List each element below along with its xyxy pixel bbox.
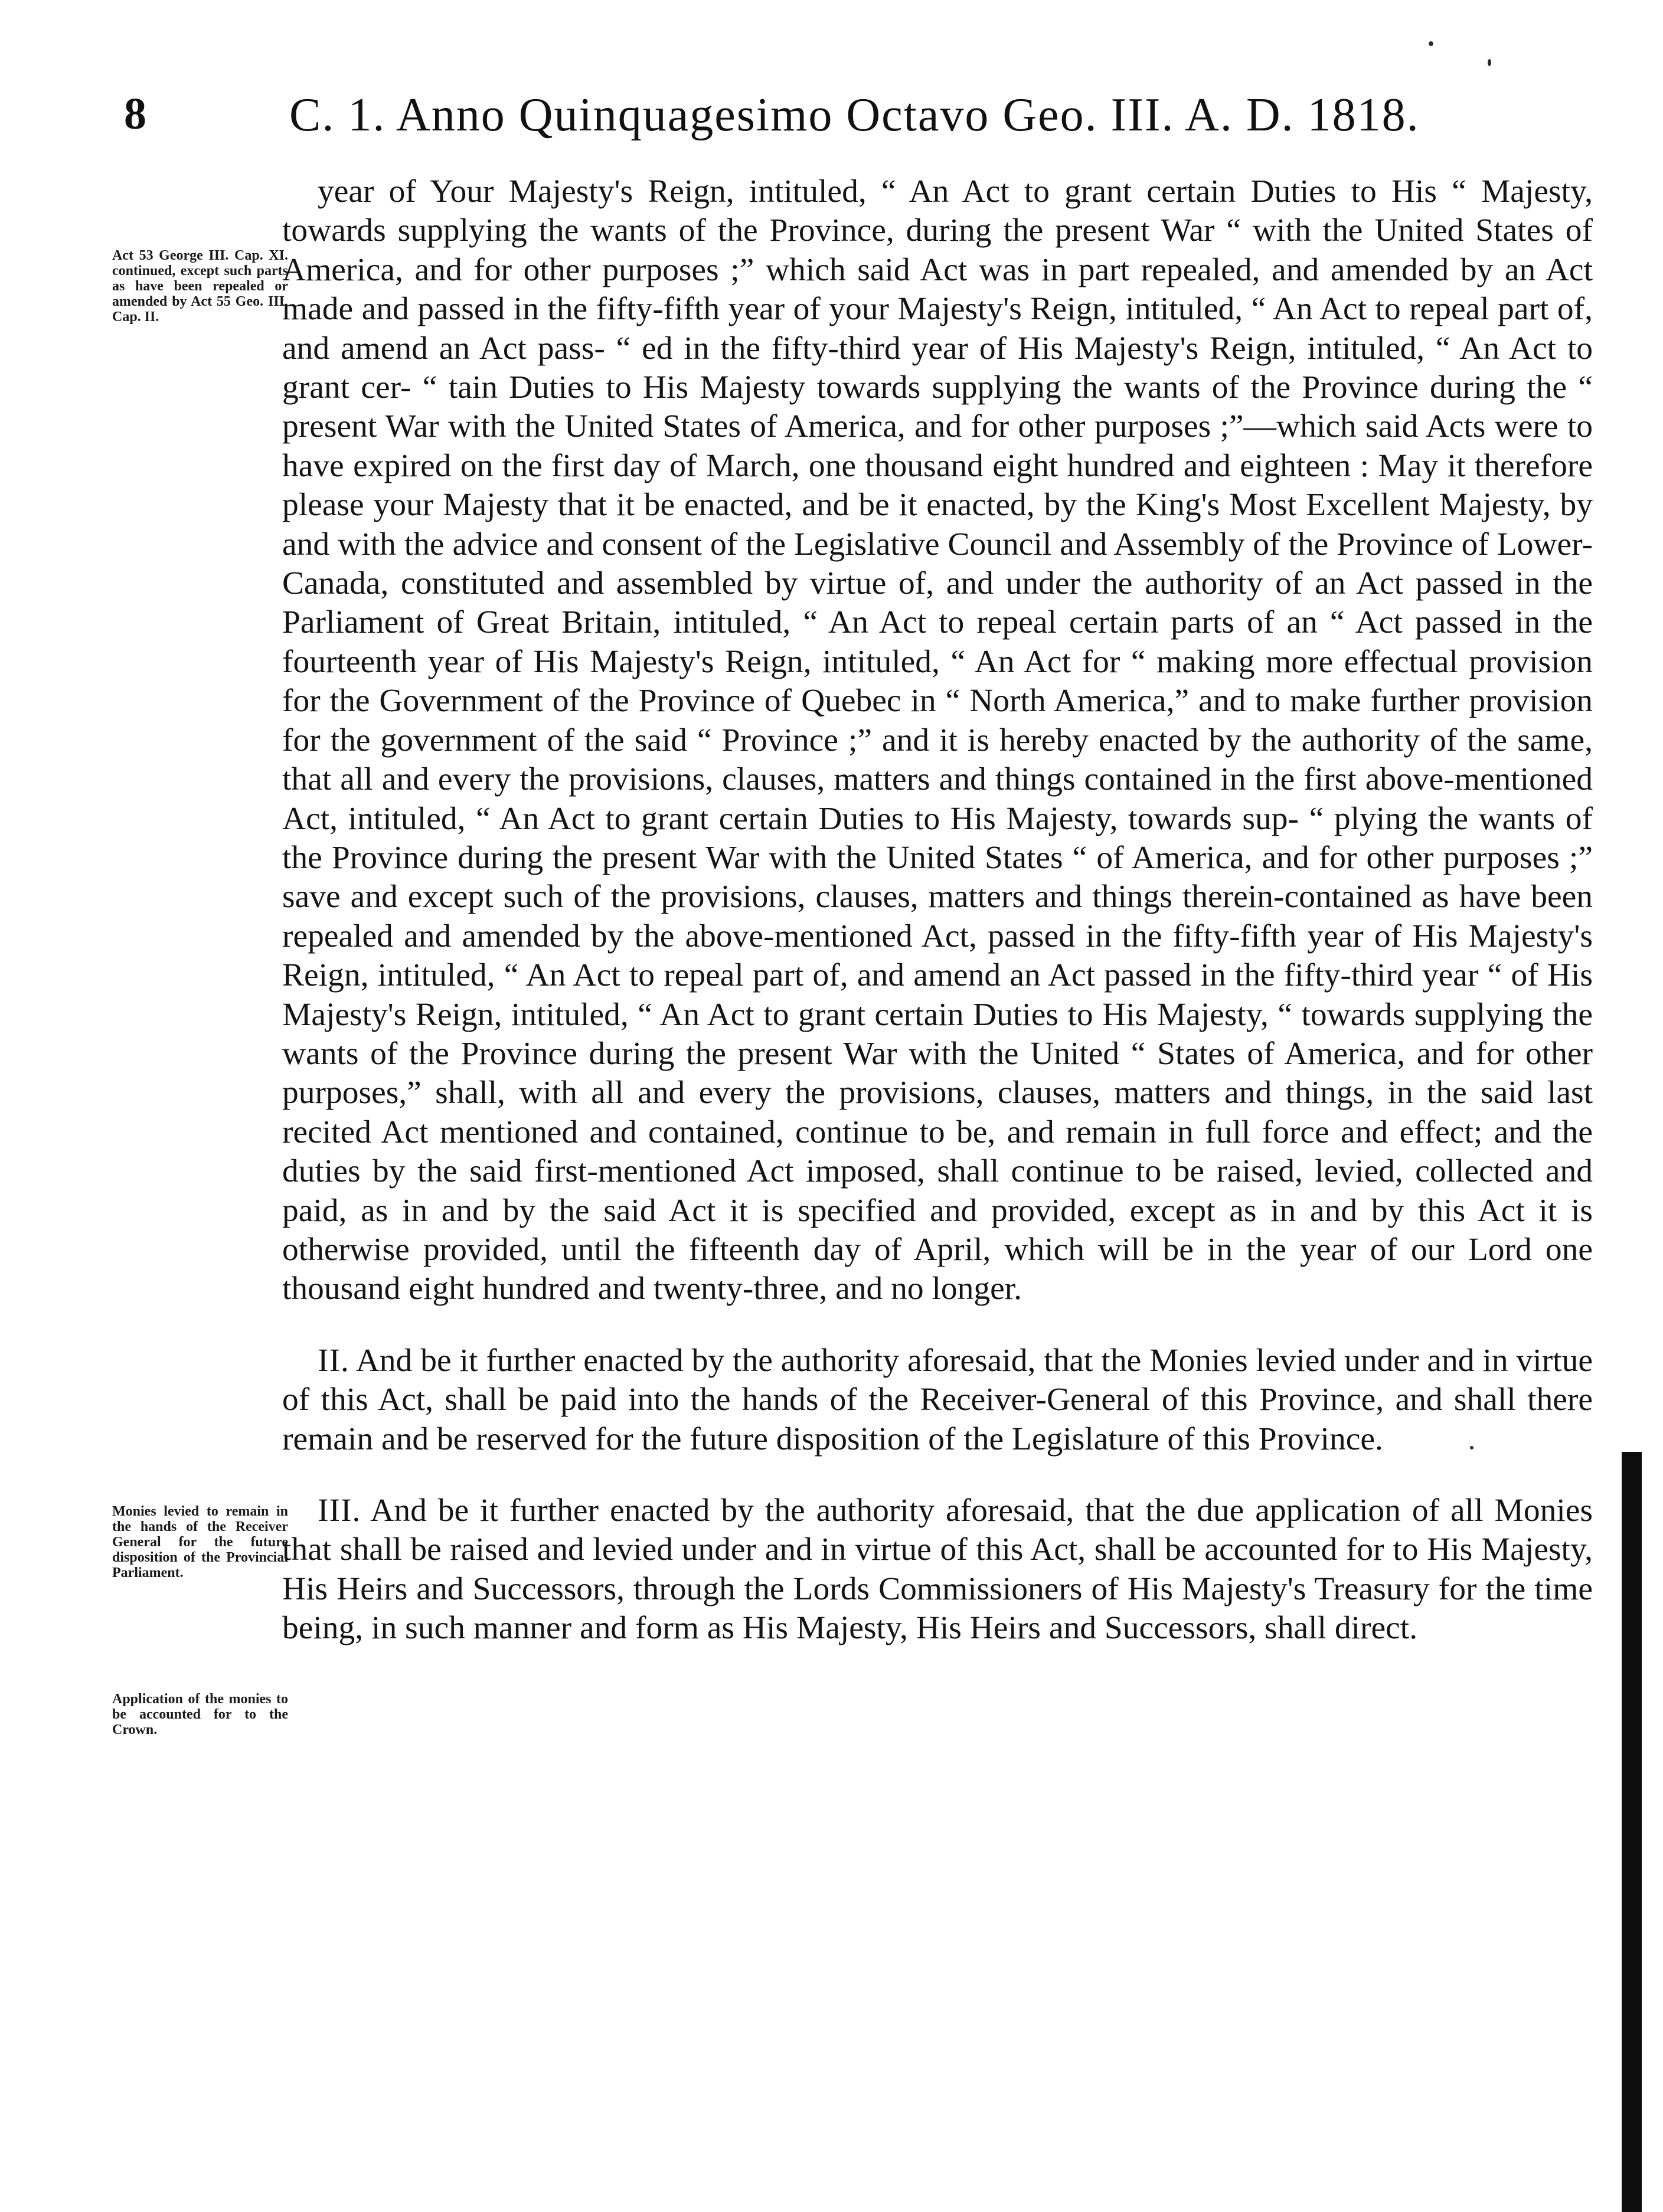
scan-edge-shadow — [1622, 1452, 1642, 2212]
paragraph-section-3 — [282, 1491, 1593, 1648]
ink-speck — [1470, 1446, 1473, 1449]
margin-note-continuation: Act 53 George III. Cap. XI. continued, except such parts as have been repealed or amended by Act 55 Geo. III, Cap. II. — [112, 248, 288, 325]
running-head: C. 1. Anno Quinquagesimo Octavo Geo. III. A. D. 1818. — [289, 89, 1420, 141]
margin-note-monies-levied: Monies levied to remain in the hands of the Receiver General for the future disposition of the Provincial Parliament. — [112, 1504, 288, 1581]
section-3-text: And be it further enacted by the authority aforesaid, that the due application of all Monies that shall be raised and levied under and in virtue of this Act, shall be accounted for to His Majesty, His Heirs and Successors, through the Lords Commissioners of His Majesty's Treasury for the time being, in such manner and form as His Majesty, His Heirs and Successors, shall direct. — [282, 1493, 1593, 1647]
paragraph-section-1: year of Your Majesty's Reign, intituled, “ An Act to grant certain Duties to His “ Majesty, towards supplying the wants of the Province, during the present War “ with the United States of America, and for other purposes ;” which said Act was in part repealed, and amended by an Act made and passed in the fifty-fifth year of your Majesty's Reign, intituled, “ An Act to repeal part of, and amend an Act pass- “ ed in the fifty-third year of His Majesty's Reign, intituled, “ An Act to grant cer- “ tain Duties to His Majesty towards supplying the wants of the Province during the “ present War with the United States of America, and for other purposes ;”—which said Acts were to have expired on the first day of March, one thousand eight hundred and eighteen : May it therefore please your Majesty that it be enacted, and be it enacted, by the King's Most Excellent Majesty, by and with the advice and consent of the Legislative Council and Assembly of the Province of Lower-Canada, constituted and assembled by virtue of, and under the authority of an Act passed in the Parliament of Great Britain, intituled, “ An Act to repeal certain parts of an “ Act passed in the fourteenth year of His Majesty's Reign, intituled, “ An Act for “ making more effectual provision for the Government of the Province of Quebec in “ North America,” and to make further provision for the government of the said “ Province ;” and it is hereby enacted by the authority of the same, that all and every the provisions, clauses, matters and things contained in the first above-mentioned Act, intituled, “ An Act to grant certain Duties to His Majesty, towards sup- “ plying the wants of the Province during the present War with the United States “ of America, and for other purposes ;” save and except such of the provisions, clauses, matters and things therein-contained as have been repealed and amended by the above-mentioned Act, passed in the fifty-fifth year of His Majesty's Reign, intituled, “ An Act to repeal part of, and amend an Act passed in the fifty-third year “ of His Majesty's Reign, intituled, “ An Act to grant certain Duties to His Majesty, “ towards supplying the wants of the Province during the present War with the United “ States of America, and for other purposes,” shall, with all and every the provisions, clauses, matters and things, in the said last recited Act mentioned and contained, continue to be, and remain in full force and effect; and the duties by the said first-mentioned Act imposed, shall continue to be raised, levied, collected and paid, as in and by the said Act it is specified and provided, except as in and by this Act it is otherwise provided, until the fifteenth day of April, which will be in the year of our Lord one thousand eight hundred and twenty-three, and no longer. — [282, 174, 1593, 1307]
paragraph-section-2 — [282, 1341, 1593, 1459]
section-number-3: III. — [318, 1493, 361, 1529]
section-number-2: II. — [318, 1342, 349, 1379]
body-text — [282, 172, 1593, 1648]
page-number: 8 — [124, 89, 146, 139]
ink-speck — [1488, 59, 1491, 66]
page-header — [112, 89, 1623, 153]
ink-speck — [1429, 41, 1433, 46]
section-2-text: And be it further enacted by the authority aforesaid, that the Monies levied under and in virtue of this Act, shall be paid into the hands of the Receiver-General of this Province, and shall there remain and be reserved for the future disposition of the Legislature of this Province. — [282, 1342, 1593, 1457]
margin-note-application: Application of the monies to be accounted for to the Crown. — [112, 1691, 288, 1737]
